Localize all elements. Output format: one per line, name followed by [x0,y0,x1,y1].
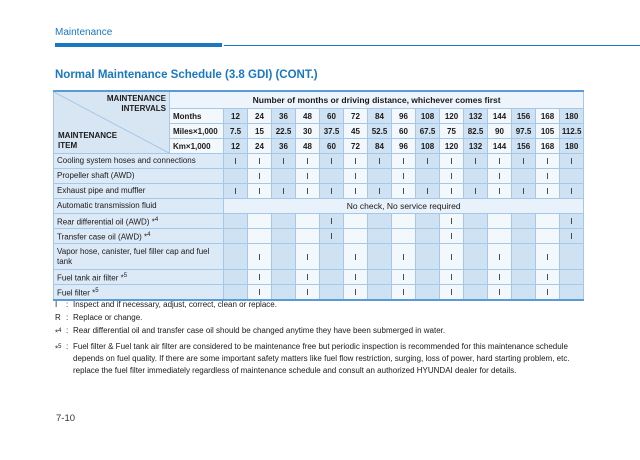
schedule-mark-cell: I [248,184,272,199]
schedule-mark-cell: I [488,169,512,184]
footnote-symbol: *$^5$ [55,343,62,354]
schedule-mark-cell [272,169,296,184]
interval-value-cell: 7.5 [224,124,248,139]
interval-value-cell: 156 [512,109,536,124]
schedule-mark-cell: I [488,270,512,285]
interval-value-cell: 24 [248,139,272,154]
schedule-mark-cell: I [536,270,560,285]
interval-value-cell: 96 [392,139,416,154]
interval-value-cell: 168 [536,109,560,124]
schedule-mark-cell [320,285,344,301]
schedule-mark-cell [368,229,392,244]
interval-value-cell: 36 [272,139,296,154]
schedule-mark-cell [272,214,296,229]
schedule-mark-cell: I [488,184,512,199]
interval-value-cell: 45 [344,124,368,139]
footnote-colon: : [66,341,69,351]
interval-value-cell: 72 [344,109,368,124]
maintenance-item-row [54,270,584,285]
footnote-reference: 5 [123,272,128,279]
schedule-mark-cell: I [248,244,272,270]
schedule-mark-cell: I [464,154,488,169]
schedule-mark-cell: I [440,229,464,244]
table-header-row [54,91,584,109]
footnote-reference: 5 [95,287,99,294]
schedule-mark-cell: I [512,154,536,169]
schedule-mark-cell: I [392,169,416,184]
maintenance-item-row [54,244,584,270]
schedule-mark-cell: I [296,285,320,301]
schedule-mark-cell [344,229,368,244]
schedule-mark-cell: I [272,184,296,199]
interval-value-cell: 144 [488,109,512,124]
schedule-mark-cell [464,244,488,270]
maintenance-item-row [54,214,584,229]
schedule-mark-cell: I [248,169,272,184]
schedule-mark-cell [368,270,392,285]
schedule-mark-cell: I [440,154,464,169]
interval-value-cell: 12 [224,109,248,124]
footnote-symbol: R [55,313,61,322]
schedule-mark-cell [560,169,584,184]
interval-value-cell: 60 [392,124,416,139]
schedule-mark-cell: I [536,154,560,169]
interval-value-cell: 82.5 [464,124,488,139]
schedule-mark-cell: I [560,184,584,199]
interval-value-cell: 37.5 [320,124,344,139]
schedule-mark-cell: I [488,244,512,270]
interval-row-label: Km×1,000 [170,139,224,154]
schedule-mark-cell [536,214,560,229]
footnote-colon: : [66,326,69,335]
interval-value-cell: 97.5 [512,124,536,139]
interval-value-cell: 72 [344,139,368,154]
schedule-mark-cell: I [344,184,368,199]
schedule-mark-cell [344,214,368,229]
schedule-mark-cell [464,285,488,301]
interval-value-cell: 144 [488,139,512,154]
intervals-header-cell: Number of months or driving distance, whichever comes first [170,91,584,109]
schedule-mark-cell: I [392,270,416,285]
maintenance-item-row [54,285,584,301]
no-service-note-cell: No check, No service required [224,199,584,214]
footnote-symbol-digit: 5 [58,343,62,350]
schedule-mark-cell: I [224,154,248,169]
interval-row-label: Months [170,109,224,124]
footnote-text: Replace or change. [73,313,143,322]
interval-value-cell: 132 [464,109,488,124]
maintenance-item-label: Rear differential oil (AWD) *$^4$ [54,214,224,229]
schedule-mark-cell [224,229,248,244]
schedule-mark-cell: I [320,184,344,199]
schedule-mark-cell: I [560,229,584,244]
schedule-mark-cell [416,244,440,270]
schedule-mark-cell: I [536,244,560,270]
maintenance-item-label: Transfer case oil (AWD) *$^4$ [54,229,224,244]
schedule-mark-cell: I [344,244,368,270]
interval-value-cell: 84 [368,109,392,124]
schedule-mark-cell: I [344,285,368,301]
interval-value-cell: 48 [296,109,320,124]
schedule-mark-cell [464,229,488,244]
schedule-mark-cell [416,229,440,244]
schedule-mark-cell: I [440,169,464,184]
schedule-mark-cell [224,214,248,229]
maintenance-schedule-table [53,90,584,301]
footnote-reference: 4 [147,231,151,238]
maintenance-item-label: Fuel filter *$^5$ [54,285,224,301]
schedule-mark-cell [512,244,536,270]
schedule-mark-cell: I [392,285,416,301]
schedule-mark-cell [392,214,416,229]
schedule-mark-cell: I [320,229,344,244]
interval-value-cell: 60 [320,139,344,154]
footnote-text: Fuel filter & Fuel tank air filter are considered to be maintenance free but periodic inspection is recommended for this maintenance schedule depends on fuel quality. If there are some important safety matters like fuel flow restriction, surging, loss of power, hard starting problem, etc. replace the fuel filter immediately regardless of maintenance schedule and consult an authorized HYUNDAI dealer for details. [73,341,570,375]
corner-label-item: MAINTENANCE ITEM [58,131,118,150]
schedule-table-body [54,91,584,300]
schedule-mark-cell: I [560,214,584,229]
schedule-mark-cell: I [536,184,560,199]
schedule-mark-cell [320,169,344,184]
schedule-mark-cell [512,214,536,229]
schedule-mark-cell: I [488,154,512,169]
interval-value-cell: 90 [488,124,512,139]
schedule-mark-cell [536,229,560,244]
schedule-mark-cell [512,270,536,285]
schedule-mark-cell [224,244,248,270]
interval-value-cell: 180 [560,139,584,154]
corner-label-intervals: MAINTENANCE INTERVALS [106,94,166,113]
interval-value-cell: 12 [224,139,248,154]
maintenance-item-label: Exhaust pipe and muffler [54,184,224,199]
page-number: 7-10 [56,413,76,424]
schedule-mark-cell: I [440,270,464,285]
schedule-mark-cell: I [416,154,440,169]
maintenance-item-label: Cooling system hoses and connections [54,154,224,169]
schedule-mark-cell: I [320,214,344,229]
schedule-mark-cell [272,244,296,270]
schedule-mark-cell [368,169,392,184]
footnote-row [55,312,585,324]
footnote-symbol: I [55,300,58,309]
schedule-mark-cell: I [440,285,464,301]
footnote-symbol: *$^4$ [55,328,62,338]
interval-value-cell: 30 [296,124,320,139]
schedule-mark-cell [464,214,488,229]
schedule-mark-cell [248,214,272,229]
schedule-mark-cell [272,270,296,285]
schedule-mark-cell: I [488,285,512,301]
schedule-mark-cell: I [440,184,464,199]
maintenance-item-row [54,184,584,199]
schedule-mark-cell: I [368,154,392,169]
schedule-mark-cell [224,270,248,285]
interval-value-cell: 168 [536,139,560,154]
maintenance-item-row [54,154,584,169]
schedule-mark-cell: I [440,214,464,229]
schedule-mark-cell: I [560,154,584,169]
schedule-mark-cell [272,285,296,301]
schedule-mark-cell: I [248,154,272,169]
maintenance-item-row [54,199,584,214]
schedule-mark-cell: I [464,184,488,199]
interval-value-cell: 67.5 [416,124,440,139]
maintenance-item-label: Fuel tank air filter *$^5$ [54,270,224,285]
maintenance-item-label: Vapor hose, canister, fuel filler cap and fuel tank [54,244,224,270]
schedule-mark-cell [560,285,584,301]
schedule-mark-cell: I [344,270,368,285]
schedule-mark-cell [224,285,248,301]
footnote-row [55,341,585,377]
schedule-mark-cell [416,214,440,229]
interval-value-cell: 48 [296,139,320,154]
interval-value-cell: 180 [560,109,584,124]
interval-value-cell: 156 [512,139,536,154]
footnote-colon: : [66,313,69,322]
interval-value-cell: 96 [392,109,416,124]
schedule-mark-cell [320,244,344,270]
schedule-mark-cell: I [296,244,320,270]
footnote-text: Rear differential oil and transfer case oil should be changed anytime they have been submerged in water. [73,326,446,335]
interval-value-cell: 22.5 [272,124,296,139]
schedule-mark-cell [224,169,248,184]
interval-value-cell: 15 [248,124,272,139]
schedule-mark-cell: I [248,285,272,301]
schedule-mark-cell: I [344,169,368,184]
schedule-mark-cell [560,270,584,285]
schedule-mark-cell [512,285,536,301]
schedule-mark-cell: I [272,154,296,169]
schedule-mark-cell [512,169,536,184]
schedule-mark-cell: I [536,169,560,184]
schedule-mark-cell [464,169,488,184]
schedule-mark-cell: I [392,154,416,169]
schedule-mark-cell: I [296,154,320,169]
schedule-mark-cell: I [440,244,464,270]
interval-value-cell: 112.5 [560,124,584,139]
footnote-reference: 4 [154,216,159,223]
interval-value-cell: 108 [416,109,440,124]
schedule-mark-cell [560,244,584,270]
schedule-mark-cell: I [536,285,560,301]
maintenance-schedule-table-wrap [53,90,584,301]
schedule-mark-cell: I [512,184,536,199]
footnote-symbol-digit: 4 [58,328,62,334]
interval-value-cell: 120 [440,139,464,154]
schedule-mark-cell [464,270,488,285]
interval-value-cell: 120 [440,109,464,124]
interval-value-cell: 108 [416,139,440,154]
schedule-mark-cell [392,229,416,244]
page-title: Normal Maintenance Schedule (3.8 GDI) (CONT.) [55,69,318,81]
footnote-text: Inspect and if necessary, adjust, correct, clean or replace. [73,300,277,309]
schedule-mark-cell [368,244,392,270]
schedule-mark-cell [368,285,392,301]
schedule-mark-cell: I [296,184,320,199]
interval-value-cell: 24 [248,109,272,124]
footnotes [55,299,585,378]
schedule-mark-cell [320,270,344,285]
interval-value-cell: 84 [368,139,392,154]
footnote-colon: : [66,300,69,309]
schedule-mark-cell: I [368,184,392,199]
section-header: Maintenance [55,27,113,38]
interval-value-cell: 75 [440,124,464,139]
maintenance-item-label: Propeller shaft (AWD) [54,169,224,184]
schedule-mark-cell: I [320,154,344,169]
schedule-mark-cell: I [248,270,272,285]
schedule-mark-cell: I [392,184,416,199]
schedule-mark-cell [488,214,512,229]
maintenance-item-label: Automatic transmission fluid [54,199,224,214]
schedule-mark-cell: I [224,184,248,199]
interval-value-cell: 60 [320,109,344,124]
maintenance-item-row [54,169,584,184]
schedule-mark-cell [416,285,440,301]
interval-value-cell: 36 [272,109,296,124]
schedule-mark-cell: I [296,270,320,285]
footnote-row [55,325,585,340]
corner-cell [54,91,170,154]
schedule-mark-cell [512,229,536,244]
schedule-mark-cell: I [416,184,440,199]
header-rule-line [224,45,640,46]
interval-value-cell: 52.5 [368,124,392,139]
schedule-mark-cell [416,169,440,184]
schedule-mark-cell [248,229,272,244]
footnote-row [55,299,585,311]
schedule-mark-cell [296,214,320,229]
schedule-mark-cell [416,270,440,285]
header-accent-bar [55,43,222,47]
maintenance-item-row [54,229,584,244]
schedule-mark-cell [368,214,392,229]
interval-value-cell: 105 [536,124,560,139]
schedule-mark-cell: I [296,169,320,184]
interval-row-label: Miles×1,000 [170,124,224,139]
schedule-mark-cell [272,229,296,244]
schedule-mark-cell [296,229,320,244]
interval-value-cell: 132 [464,139,488,154]
schedule-mark-cell [488,229,512,244]
schedule-mark-cell: I [344,154,368,169]
schedule-mark-cell: I [392,244,416,270]
